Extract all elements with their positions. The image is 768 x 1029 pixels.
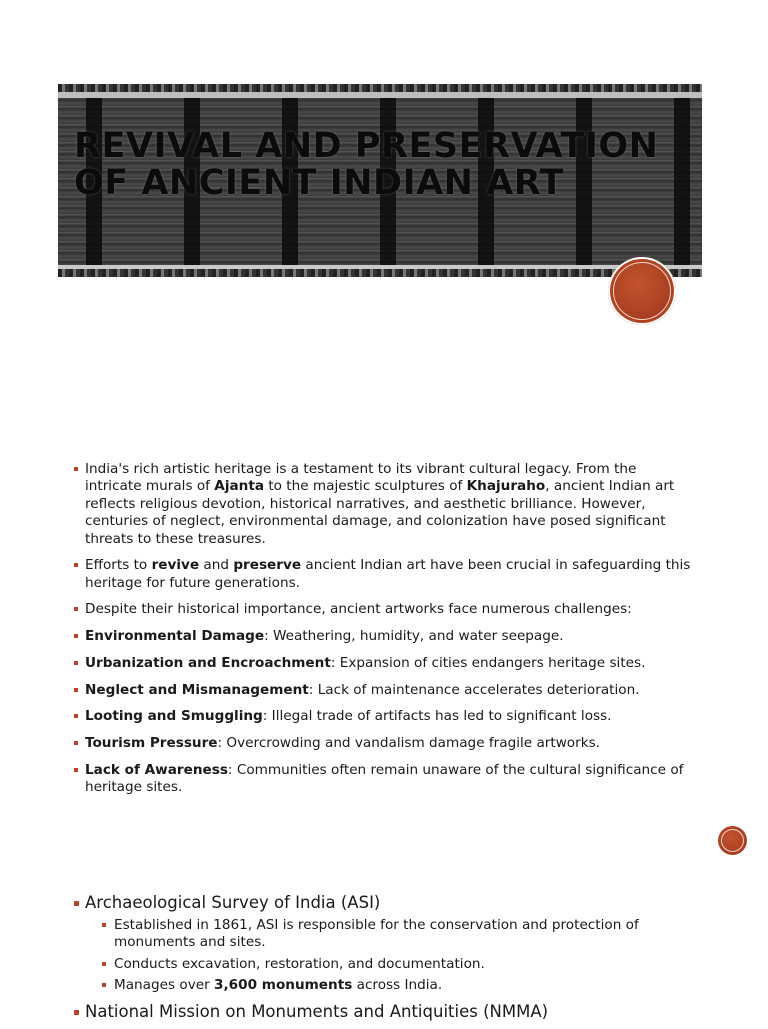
bullet-item <box>74 762 694 797</box>
bold-text: Urbanization and Encroachment <box>85 654 331 671</box>
bold-text: preserve <box>233 557 302 574</box>
text-run: India's rich artistic heritage is a testament to its vibrant cultural legacy. From the intricate murals of <box>85 461 637 495</box>
text-run: Manages over <box>114 977 215 994</box>
bold-text: Tourism Pressure <box>85 734 218 751</box>
text-run: : Illegal trade of artifacts has led to significant loss. <box>262 708 612 725</box>
sub-bullet-item <box>102 917 694 952</box>
decorative-circle-small <box>718 826 747 855</box>
text-run: Conducts excavation, restoration, and documentation. <box>114 955 485 972</box>
bold-text: Ajanta <box>214 478 264 495</box>
bold-text: 3,600 monuments <box>214 977 353 994</box>
bold-text: Lack of Awareness <box>85 761 228 778</box>
bullet-item <box>74 735 694 752</box>
text-run: : Lack of maintenance accelerates deterioration. <box>308 681 640 698</box>
bold-text: Neglect and Mismanagement <box>85 681 309 698</box>
text-run: : Overcrowding and vandalism damage fragile artworks. <box>217 734 600 751</box>
bullet-item <box>74 708 694 725</box>
text-run: Efforts to <box>85 557 152 574</box>
initiatives-list <box>74 892 694 1029</box>
bullet-item <box>74 601 694 618</box>
text-run: Despite their historical importance, ancient artworks face numerous challenges: <box>85 601 632 618</box>
section-item <box>74 1001 694 1023</box>
sub-bullet-item <box>102 977 694 994</box>
text-run: : Communities often remain unaware of the cultural significance of heritage sites. <box>85 761 684 796</box>
text-run: , ancient Indian art reflects religious devotion, historical narratives, and aesthetic brilliance. However, centuries of neglect, environmental damage, and colonization have posed significant threats to these treasures. <box>85 478 675 547</box>
text-run: ancient Indian art have been crucial in safeguarding this heritage for future generations. <box>85 557 691 591</box>
bullet-item <box>74 682 694 699</box>
section-item <box>74 892 694 995</box>
text-run: and <box>199 557 234 574</box>
text-run: : Weathering, humidity, and water seepage. <box>264 628 564 645</box>
bullet-item <box>74 557 694 592</box>
challenges-bullet-list <box>74 461 694 806</box>
sub-bullet-item <box>102 956 694 973</box>
text-run: : Expansion of cities endangers heritage sites. <box>330 654 646 671</box>
text-run: to the majestic sculptures of <box>264 478 467 495</box>
text-run: across India. <box>352 977 443 994</box>
section-heading: National Mission on Monuments and Antiquities (NMMA) <box>85 1001 549 1021</box>
bold-text: revive <box>151 557 200 574</box>
text-run: Established in 1861, ASI is responsible for the conservation and protection of monuments and sites. <box>114 917 639 951</box>
decorative-circle-large <box>608 257 676 325</box>
bold-text: Environmental Damage <box>85 628 265 645</box>
banner-top-band <box>58 92 702 98</box>
bullet-item <box>74 461 694 548</box>
bold-text: Khajuraho <box>466 478 546 495</box>
bullet-item <box>74 655 694 672</box>
banner-top-stripe <box>58 84 702 92</box>
banner-bottom-stripe <box>58 269 702 277</box>
bold-text: Looting and Smuggling <box>85 708 263 725</box>
bullet-item <box>74 628 694 645</box>
slide-title: REVIVAL AND PRESERVATION OF ANCIENT INDIAN ART <box>74 126 659 203</box>
section-heading: Archaeological Survey of India (ASI) <box>85 893 381 912</box>
sub-bullet-list <box>85 917 694 995</box>
